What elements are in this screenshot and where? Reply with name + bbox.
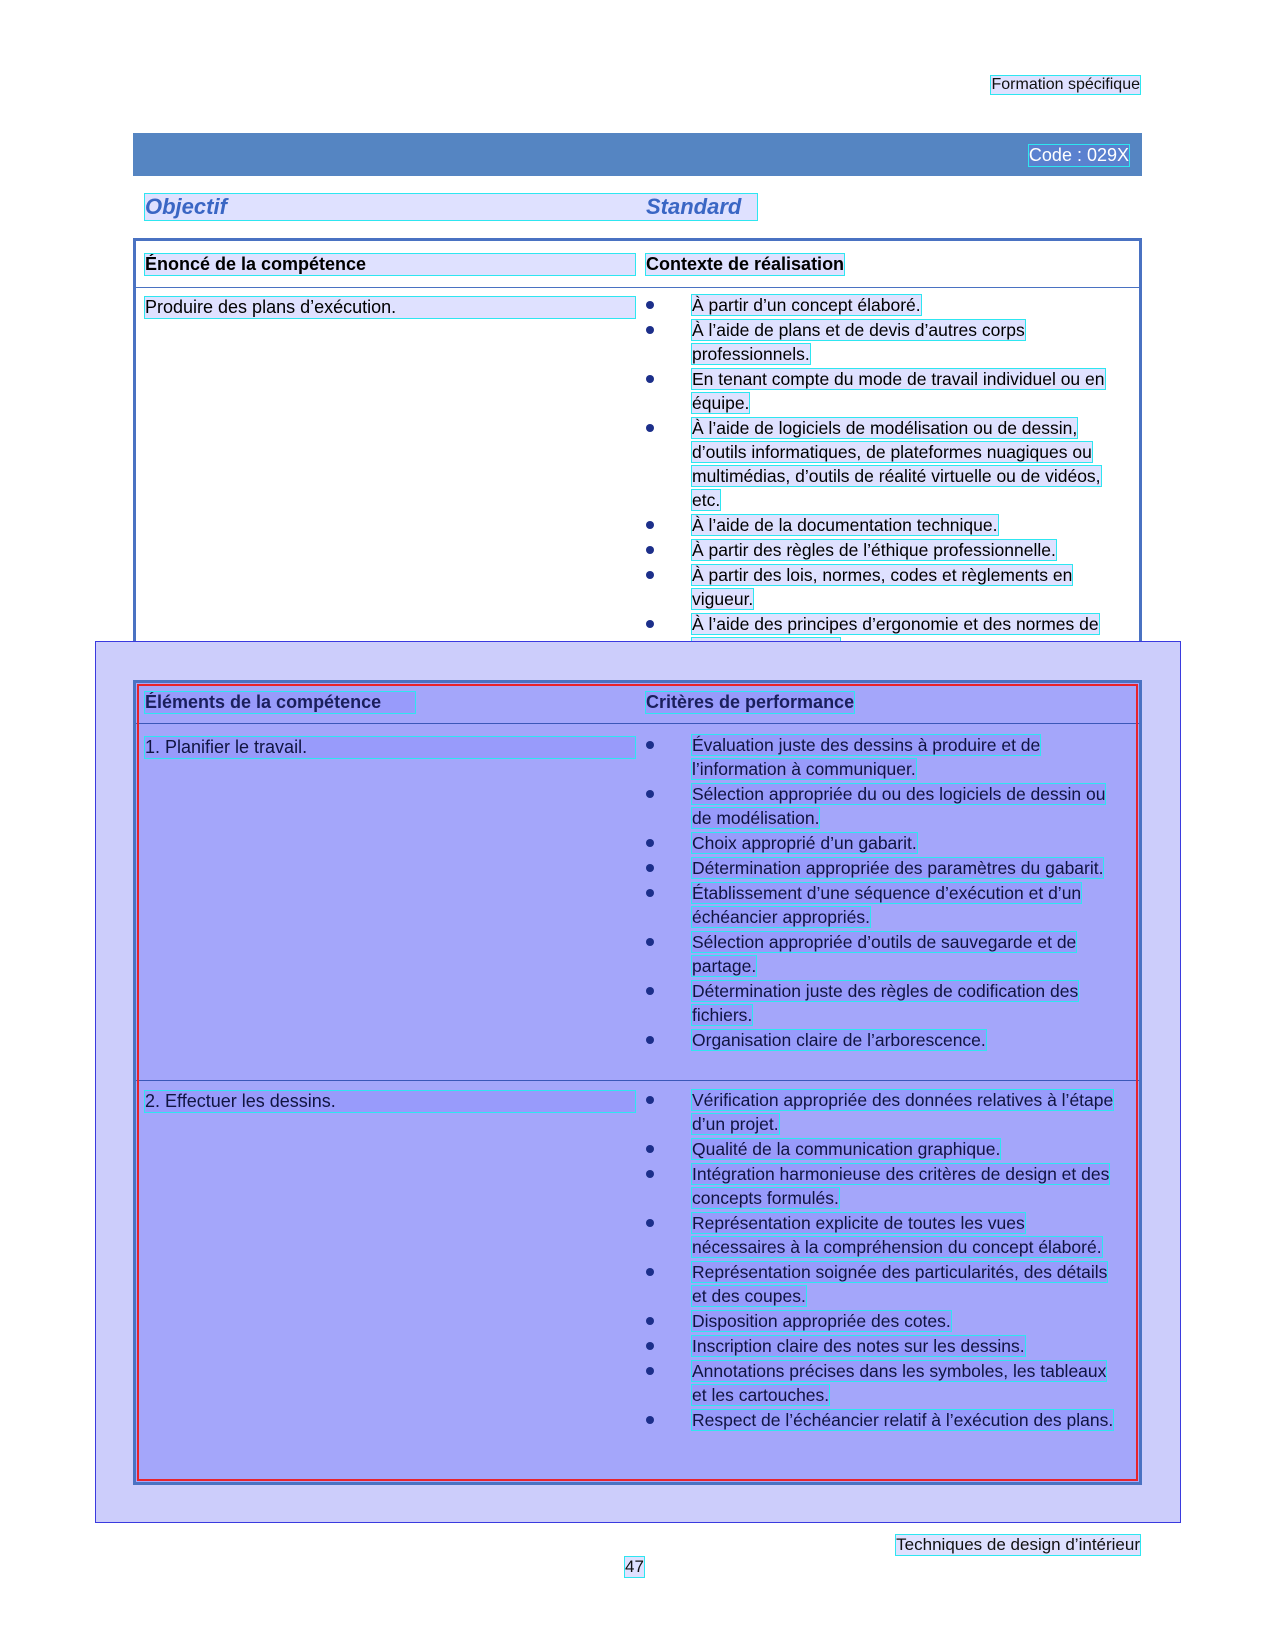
list-item: À l’aide de logiciels de modélisation ou de dessin, d’outils informatiques, de plateformes nuagiques ou multimédias, d’outils de réalité virtuelle ou de vidéos, etc. [646, 416, 1116, 512]
list-item: À l’aide de la documentation technique. [646, 513, 1116, 537]
enonce-text: Produire des plans d’exécution. [145, 297, 635, 318]
program-title: Techniques de design d’intérieur [896, 1535, 1140, 1554]
bullet-icon [646, 521, 654, 529]
objective-standard-row [145, 194, 757, 220]
contexte-header: Contexte de réalisation [646, 254, 845, 274]
competency-code: Code : 029X [1028, 145, 1129, 165]
list-item: Sélection appropriée du ou des logiciels de dessin ou de modélisation. [646, 782, 1116, 830]
list-item: Annotations précises dans les symboles, les tableaux et les cartouches. [646, 1359, 1116, 1407]
bullet-icon [646, 571, 654, 579]
bullet-icon [646, 546, 654, 554]
list-item: Disposition appropriée des cotes. [646, 1309, 1116, 1333]
list-item: À partir d’un concept élaboré. [646, 293, 1116, 317]
list-item: Détermination appropriée des paramètres du gabarit. [646, 856, 1116, 880]
element-1-label: 1. Planifier le travail. [145, 737, 635, 758]
list-item: Représentation explicite de toutes les vues nécessaires à la compréhension du concept élaboré. [646, 1211, 1116, 1259]
list-item: Organisation claire de l’arborescence. [646, 1028, 1116, 1052]
competence-table [133, 238, 1142, 663]
bullet-icon [646, 326, 654, 334]
contexte-list [646, 293, 1116, 661]
competence-table-header [136, 241, 1139, 288]
standard-label: Standard [646, 194, 742, 219]
criteres-header: Critères de performance [646, 692, 855, 712]
bullet-icon [646, 375, 654, 383]
list-item: Vérification appropriée des données relatives à l’étape d’un projet. [646, 1088, 1116, 1136]
element-2-label: 2. Effectuer les dessins. [145, 1091, 635, 1112]
list-item: Qualité de la communication graphique. [646, 1137, 1116, 1161]
list-item: En tenant compte du mode de travail individuel ou en équipe. [646, 367, 1116, 415]
code-bar [133, 133, 1142, 176]
bullet-icon [646, 620, 654, 628]
list-item: Intégration harmonieuse des critères de design et des concepts formulés. [646, 1162, 1116, 1210]
list-item: Choix approprié d’un gabarit. [646, 831, 1116, 855]
page-number: 47 [625, 1557, 644, 1576]
enonce-header: Énoncé de la compétence [145, 254, 635, 275]
list-item: À partir des règles de l’éthique professionnelle. [646, 538, 1116, 562]
selected-region-frame[interactable] [137, 684, 1138, 1481]
list-item: Inscription claire des notes sur les dessins. [646, 1334, 1116, 1358]
list-item: Évaluation juste des dessins à produire et de l’information à communiquer. [646, 733, 1116, 781]
list-item: À partir des lois, normes, codes et règlements en vigueur. [646, 563, 1116, 611]
list-item: À l’aide des principes d’ergonomie et des normes de [646, 612, 1116, 660]
list-item: Établissement d’une séquence d’exécution et d’un échéancier appropriés. [646, 881, 1116, 929]
list-item: À l’aide de plans et de devis d’autres corps professionnels. [646, 318, 1116, 366]
list-item: Détermination juste des règles de codification des fichiers. [646, 979, 1116, 1027]
bullet-icon [646, 301, 654, 309]
list-item: Respect de l’échéancier relatif à l’exécution des plans. [646, 1408, 1116, 1432]
section-title: Formation spécifique [991, 76, 1140, 93]
list-item: Représentation soignée des particularités, des détails et des coupes. [646, 1260, 1116, 1308]
bullet-icon [646, 424, 654, 432]
list-item: Sélection appropriée d’outils de sauvegarde et de partage. [646, 930, 1116, 978]
elements-header: Éléments de la compétence [145, 692, 415, 713]
objectif-label: Objectif [145, 194, 227, 219]
